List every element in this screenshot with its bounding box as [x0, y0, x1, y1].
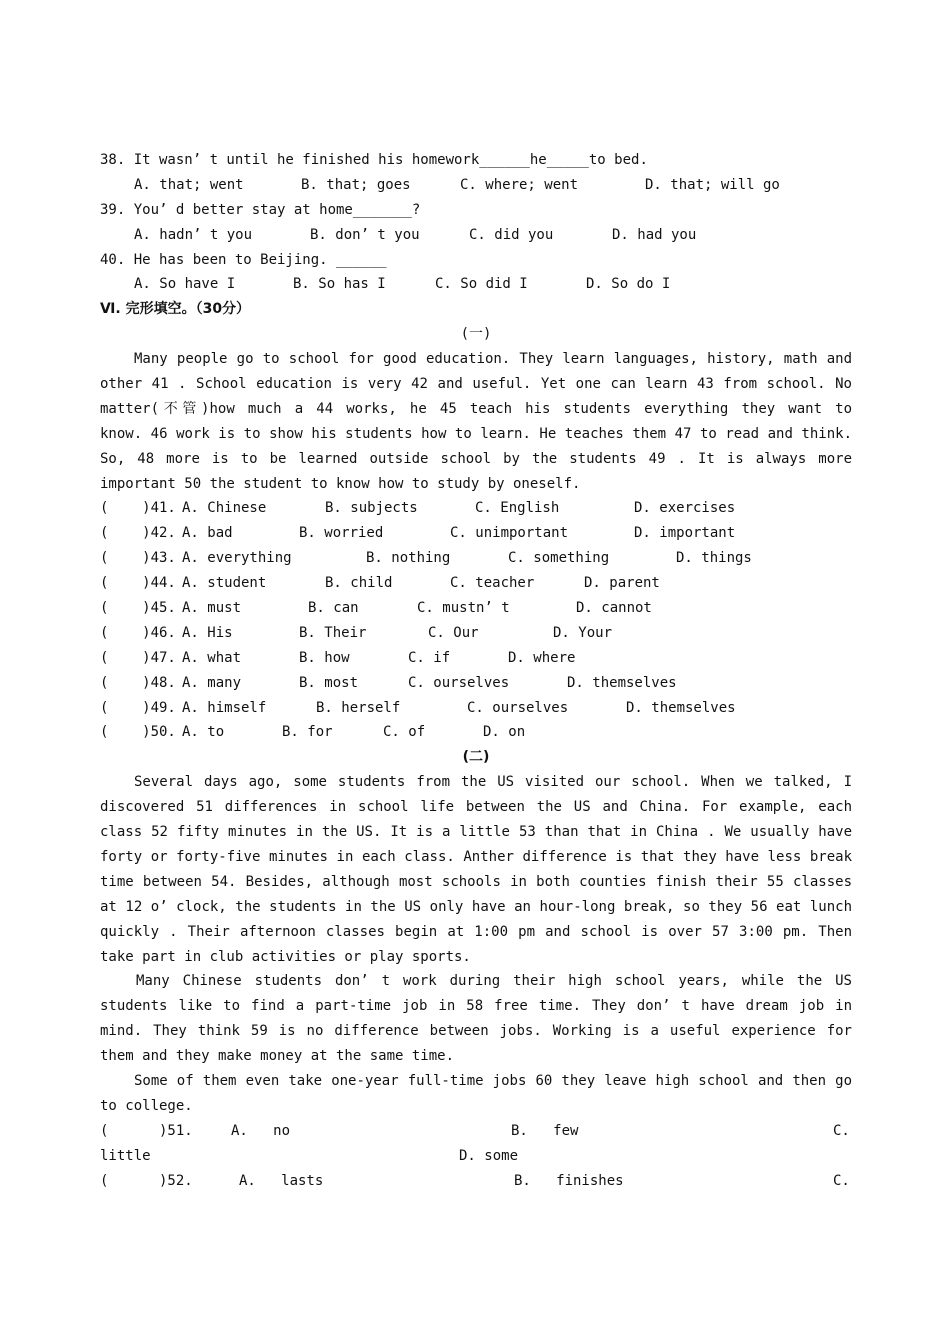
option-a: A. himself: [182, 699, 267, 716]
q39-option-a: A. hadn’ t you: [134, 226, 253, 243]
passage-2-line: class 52 fifty minutes in the US. It is a little 53 than that in China . We usually have: [100, 824, 852, 841]
option-d: D. exercises: [634, 500, 736, 517]
option-d: D. important: [634, 525, 736, 542]
option-row: [100, 720, 852, 745]
section-title: Ⅵ. 完形填空。（30分）: [100, 301, 251, 318]
option-c: C. teacher: [450, 575, 535, 592]
option-c: C. ourselves: [408, 674, 510, 691]
q51-option-b: B. few: [511, 1122, 579, 1139]
option-row: [100, 546, 852, 571]
question-39-stem: 39. You’ d better stay at home_______?: [100, 201, 421, 218]
passage-1-options: [100, 496, 852, 745]
option-row: [100, 496, 852, 521]
option-c: C. of: [383, 724, 426, 741]
option-d: D. where: [508, 649, 576, 666]
passage-1-line: other 41 . School education is very 42 and useful. Yet one can learn 43 from school. No: [100, 376, 852, 393]
option-b: B. child: [325, 575, 393, 592]
option-a: A. to: [182, 724, 225, 741]
option-d: D. things: [676, 550, 752, 567]
option-row: [100, 696, 852, 721]
option-b: B. how: [299, 649, 350, 666]
passage-1-line: matter(不管)how much a 44 works, he 45 teach his students everything they want to: [100, 400, 852, 417]
q52-option-c: C.: [833, 1172, 850, 1189]
q38-option-a: A. that; went: [134, 176, 244, 193]
option-row: [100, 571, 852, 596]
q39-option-d: D. had you: [612, 226, 697, 243]
option-b: B. subjects: [325, 500, 418, 517]
passage-2-line: to college.: [100, 1097, 193, 1114]
option-c: C. Our: [428, 624, 479, 641]
option-row: [100, 621, 852, 646]
option-d: D. Your: [553, 624, 613, 641]
option-row: [100, 646, 852, 671]
question-38-options: [100, 173, 852, 198]
q52-option-b: B. finishes: [514, 1172, 624, 1189]
q40-option-a: A. So have I: [134, 276, 236, 293]
question-number: ( )45.: [100, 600, 176, 617]
question-40-stem: 40. He has been to Beijing. ______: [100, 251, 387, 268]
question-number: ( )41.: [100, 500, 176, 517]
option-b: B. herself: [316, 699, 401, 716]
passage-1-line: important 50 the student to know how to study by oneself.: [100, 475, 581, 492]
question-number: ( )48.: [100, 674, 176, 691]
question-number: ( )47.: [100, 649, 176, 666]
passage-1-label: (一): [460, 326, 492, 343]
q39-option-b: B. don’ t you: [310, 226, 420, 243]
passage-2-line: forty or forty-five minutes in each class. Anther difference is that they have less break: [100, 848, 852, 865]
q40-option-c: C. So did I: [435, 276, 528, 293]
q40-option-b: B. So has I: [293, 276, 386, 293]
passage-2-line: at 12 o’ clock, the students in the US only have an hour-long break, so they 56 eat lunch: [100, 898, 852, 915]
q38-option-c: C. where; went: [460, 176, 579, 193]
passage-2-line: them and they make money at the same time.: [100, 1048, 455, 1065]
q51-option-a: A. no: [231, 1122, 291, 1139]
option-c: C. ourselves: [467, 699, 569, 716]
q38-option-b: B. that; goes: [301, 176, 411, 193]
question-51-options-cont: [100, 1144, 852, 1169]
option-b: B. Their: [299, 624, 367, 641]
question-51-options: [100, 1119, 852, 1144]
option-d: D. themselves: [567, 674, 677, 691]
option-a: A. Chinese: [182, 500, 267, 517]
option-d: D. cannot: [576, 600, 652, 617]
option-a: A. bad: [182, 525, 233, 542]
option-a: A. must: [182, 600, 242, 617]
option-a: A. His: [182, 624, 233, 641]
q40-option-d: D. So do I: [586, 276, 671, 293]
option-c: C. if: [408, 649, 451, 666]
option-a: A. many: [182, 674, 242, 691]
option-a: A. student: [182, 575, 267, 592]
passage-2-label: (二): [462, 749, 490, 766]
option-c: C. English: [475, 500, 560, 517]
passage-2-line: discovered 51 differences in school life between the US and China. For example, each: [100, 799, 852, 816]
question-number: ( )42.: [100, 525, 176, 542]
option-b: B. worried: [299, 525, 384, 542]
question-38-stem: 38. It wasn’ t until he finished his homework______he_____to bed.: [100, 152, 648, 168]
passage-2-line: quickly . Their afternoon classes begin at 1:00 pm and school is over 57 3:00 pm. Then: [100, 923, 852, 940]
q51-number: ( )51.: [100, 1122, 193, 1139]
q51-option-c-text: little: [100, 1147, 151, 1164]
exam-page: [100, 148, 852, 1193]
option-a: A. everything: [182, 550, 292, 567]
option-b: B. for: [282, 724, 333, 741]
option-d: D. parent: [584, 575, 660, 592]
passage-2-text: [100, 770, 852, 1118]
option-d: D. themselves: [626, 699, 736, 716]
question-number: ( )49.: [100, 699, 176, 716]
q38-option-d: D. that; will go: [645, 176, 780, 193]
passage-1-line: know. 46 work is to show his students how to learn. He teaches them 47 to read and think.: [100, 425, 852, 442]
passage-2-line: mind. They think 59 is no difference between jobs. Working is a useful experience for: [100, 1023, 852, 1040]
passage-2-line: Some of them even take one-year full-time jobs 60 they leave high school and then go: [134, 1072, 852, 1089]
passage-1-line: So, 48 more is to be learned outside school by the students 49 . It is always more: [100, 450, 852, 467]
question-number: ( )46.: [100, 624, 176, 641]
option-row: [100, 521, 852, 546]
passage-1-text: [100, 347, 852, 496]
option-b: B. nothing: [366, 550, 451, 567]
option-a: A. what: [182, 649, 242, 666]
option-b: B. most: [299, 674, 359, 691]
q52-number: ( )52.: [100, 1172, 193, 1189]
question-52-options: [100, 1169, 852, 1194]
q51-option-d: D. some: [459, 1147, 519, 1164]
q39-option-c: C. did you: [469, 226, 554, 243]
option-c: C. something: [508, 550, 610, 567]
option-row: [100, 596, 852, 621]
question-number: ( )50.: [100, 724, 176, 741]
question-number: ( )43.: [100, 550, 176, 567]
question-40-options: [100, 272, 852, 297]
question-number: ( )44.: [100, 575, 176, 592]
option-b: B. can: [308, 600, 359, 617]
passage-1-line: Many people go to school for good education. They learn languages, history, math and: [134, 351, 852, 368]
question-39-options: [100, 223, 852, 248]
option-d: D. on: [483, 724, 526, 741]
q52-option-a: A. lasts: [239, 1172, 324, 1189]
option-row: [100, 671, 852, 696]
q51-option-c: C.: [833, 1122, 850, 1139]
passage-2-line: Many Chinese students don’ t work during their high school years, while the US: [136, 973, 852, 990]
passage-2-line: take part in club activities or play sports.: [100, 948, 471, 965]
option-c: C. unimportant: [450, 525, 569, 542]
passage-2-line: Several days ago, some students from the US visited our school. When we talked, I: [134, 774, 852, 791]
passage-2-line: students like to find a part-time job in 58 free time. They don’ t have dream job in: [100, 998, 852, 1015]
option-c: C. mustn’ t: [417, 600, 510, 617]
passage-2-line: time between 54. Besides, although most schools in both counties finish their 55 classes: [100, 873, 852, 890]
